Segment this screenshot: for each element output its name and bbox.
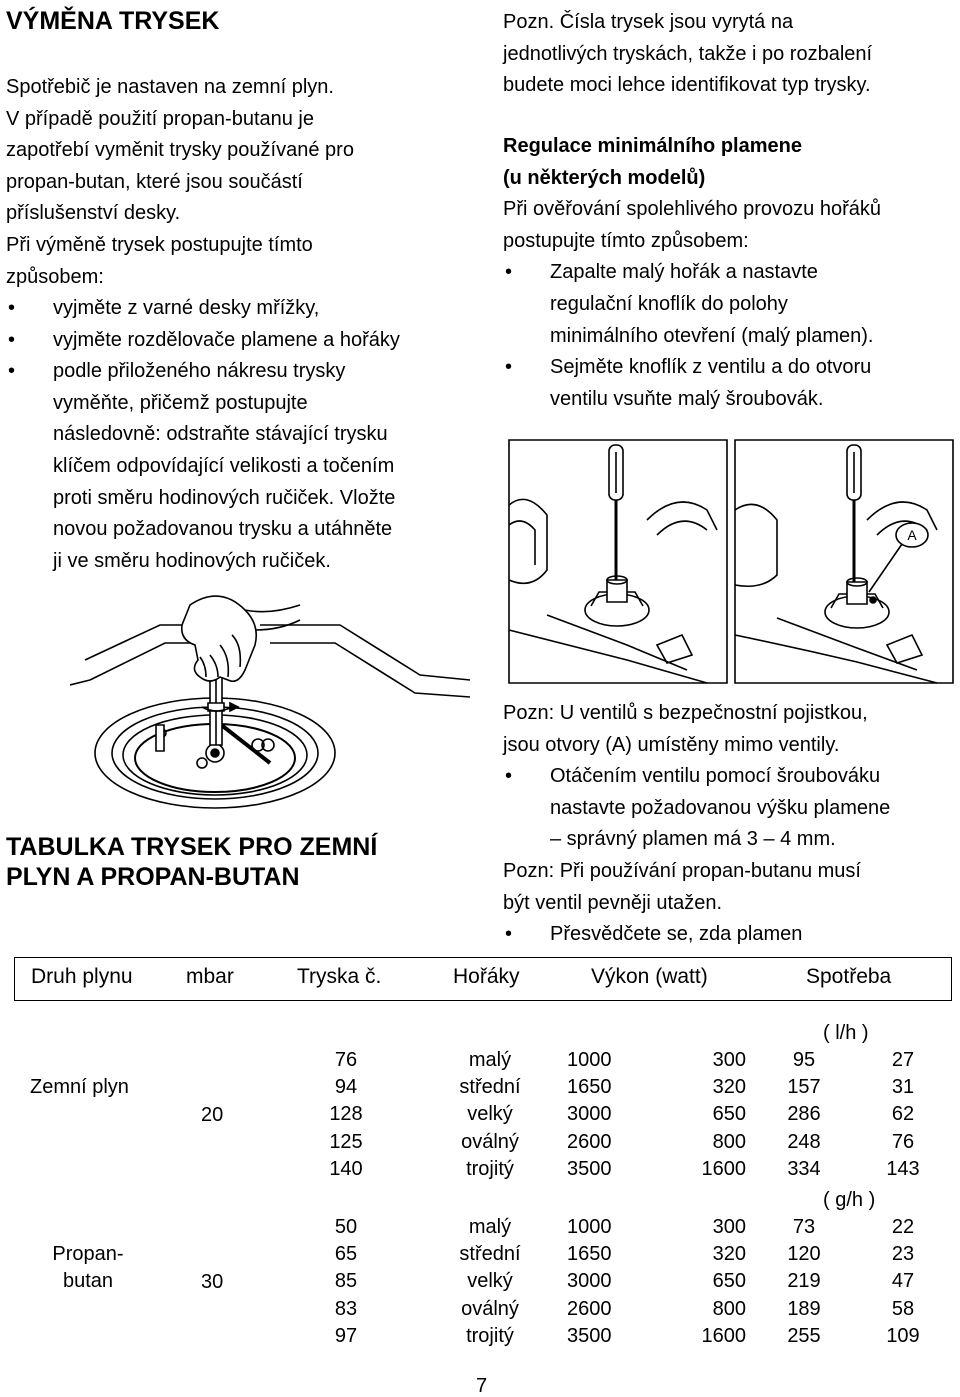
table-cell: 320 <box>712 1076 746 1099</box>
intro-line: příslušenství desky. <box>6 202 181 225</box>
power-min-natural <box>680 1047 746 1183</box>
table-cell: 1600 <box>701 1157 746 1180</box>
table-cell: 23 <box>891 1243 915 1266</box>
list-line: vyjměte rozdělovače plamene a hořáky <box>53 328 400 351</box>
table-cell: trojitý <box>466 1324 514 1347</box>
table-cell: 219 <box>787 1270 821 1293</box>
note-line: Pozn. Čísla trysek jsou vyrytá na <box>503 11 794 33</box>
table-cell: 83 <box>334 1297 358 1320</box>
list-line: následovně: odstraňte stávající trysku <box>53 423 388 446</box>
list-line: vyjměte z varné desky mřížky, <box>53 297 320 319</box>
table-cell: 1600 <box>701 1324 746 1347</box>
table-cell: oválný <box>461 1297 519 1320</box>
table-cell: 189 <box>787 1297 821 1320</box>
table-header-rule <box>14 957 952 958</box>
list-line: minimálního otevření (malý plamen). <box>550 324 874 347</box>
table-cell: 248 <box>787 1130 821 1153</box>
table-cell: 47 <box>891 1270 915 1293</box>
table-cell: 73 <box>792 1216 816 1238</box>
table-cell: 76 <box>334 1049 358 1071</box>
regulation-heading: Regulace minimálního plamene <box>503 135 802 157</box>
cons-max-propane <box>778 1214 830 1350</box>
unit-propane: ( g/h ) <box>823 1189 876 1211</box>
list-line: Přesvědčete se, zda plamen <box>550 923 803 946</box>
intro-line: Při výměně trysek postupujte tímto <box>6 233 313 256</box>
list-item <box>503 257 958 352</box>
bullet-icon: • <box>8 360 16 383</box>
nozzle-replacement-illustration <box>70 585 470 825</box>
table-cell: 143 <box>886 1157 920 1180</box>
regulation-subheading: (u některých modelů) <box>503 166 706 189</box>
cons-max-natural <box>778 1047 830 1183</box>
table-cell: 1650 <box>567 1243 612 1266</box>
bullet-icon: • <box>8 328 16 351</box>
note-line: být ventil pevněji utažen. <box>503 891 723 914</box>
regulation-line: postupujte tímto způsobem: <box>503 229 749 252</box>
table-cell: 650 <box>712 1103 746 1126</box>
table-cell: 1000 <box>567 1049 612 1071</box>
list-line: – správný plamen má 3 – 4 mm. <box>550 828 836 851</box>
table-cell: oválný <box>461 1130 519 1153</box>
table-cell: 85 <box>334 1270 358 1293</box>
table-title-line: PLYN A PROPAN-BUTAN <box>6 863 300 891</box>
note-nozzle-numbers <box>503 7 953 102</box>
power-max-natural <box>567 1047 612 1183</box>
table-cell: střední <box>459 1076 521 1099</box>
regulation-line: Při ověřování spolehlivého provozu hořáků <box>503 198 881 221</box>
bullet-icon: • <box>505 261 513 284</box>
note-line: Pozn: Při používání propan-butanu musí <box>503 859 861 882</box>
table-cell: malý <box>468 1049 512 1071</box>
table-cell: 76 <box>891 1130 915 1153</box>
table-cell: 65 <box>334 1243 358 1266</box>
table-cell: 1000 <box>567 1216 612 1238</box>
list-item <box>503 761 958 856</box>
table-cell: Propan- <box>52 1243 124 1265</box>
list-item <box>6 293 476 325</box>
burners-propane <box>440 1214 540 1350</box>
table-title <box>6 832 377 892</box>
valve-notes <box>503 698 958 951</box>
page-number: 7 <box>476 1375 488 1397</box>
table-cell: 95 <box>792 1049 816 1071</box>
steps-list <box>6 293 476 577</box>
table-cell: 3500 <box>567 1324 612 1347</box>
table-cell: 97 <box>334 1324 358 1347</box>
intro-text <box>6 72 456 293</box>
table-cell: 334 <box>787 1157 821 1180</box>
table-cell: trojitý <box>466 1157 514 1180</box>
table-cell: 2600 <box>567 1297 612 1320</box>
table-header-rule <box>14 957 15 1000</box>
list-line: klíčem odpovídající velikosti a točením <box>53 454 395 477</box>
note-line: jednotlivých tryskách, takže i po rozbalení <box>503 42 873 65</box>
table-cell: 650 <box>712 1270 746 1293</box>
table-cell: 27 <box>891 1049 915 1071</box>
list-line: podle přiloženého nákresu trysky <box>53 360 346 383</box>
table-cell: 94 <box>334 1076 358 1099</box>
table-title-line: TABULKA TRYSEK PRO ZEMNÍ <box>6 833 378 861</box>
bullet-icon: • <box>8 297 16 319</box>
table-cell: 3500 <box>567 1157 612 1180</box>
intro-line: Spotřebič je nastaven na zemní plyn. <box>6 76 334 98</box>
power-min-propane <box>680 1214 746 1350</box>
table-cell: 31 <box>891 1076 915 1099</box>
table-cell: 800 <box>712 1130 746 1153</box>
table-cell: 800 <box>712 1297 746 1320</box>
bullet-icon: • <box>505 923 513 946</box>
intro-line: V případě použití propan-butanu je <box>6 107 314 130</box>
table-cell: 157 <box>787 1076 821 1099</box>
table-cell: 2600 <box>567 1130 612 1153</box>
table-cell: 62 <box>891 1103 915 1126</box>
mbar-propane: 30 <box>201 1271 224 1293</box>
table-cell: 22 <box>891 1216 915 1238</box>
regulation-section <box>503 131 958 415</box>
list-line: vyměňte, přičemž postupujte <box>53 391 308 414</box>
table-cell: 50 <box>334 1216 358 1238</box>
table-cell: 120 <box>787 1243 821 1266</box>
gas-name-propane <box>36 1241 140 1295</box>
table-cell: malý <box>468 1216 512 1238</box>
figure-label-a: A <box>907 527 917 543</box>
nozzles-propane <box>310 1214 382 1350</box>
list-line: novou požadovanou trysku a utáhněte <box>53 518 393 541</box>
table-cell: butan <box>62 1270 114 1293</box>
table-cell: 320 <box>712 1243 746 1266</box>
list-line: proti směru hodinových ručiček. Vložte <box>53 486 396 509</box>
bullet-icon: • <box>505 356 513 379</box>
cons-min-propane <box>876 1214 930 1350</box>
power-max-propane <box>567 1214 612 1350</box>
intro-line: způsobem: <box>6 265 104 288</box>
col-header-consumption: Spotřeba <box>806 965 892 988</box>
cons-min-natural <box>876 1047 930 1183</box>
list-line: ventilu vsuňte malý šroubovák. <box>550 387 824 410</box>
col-header-mbar: mbar <box>186 965 234 988</box>
note-line: Pozn: U ventilů s bezpečnostní pojistkou, <box>503 702 868 724</box>
table-cell: 300 <box>712 1216 746 1238</box>
col-header-power: Výkon (watt) <box>591 965 708 988</box>
table-header-rule <box>951 957 952 1000</box>
table-cell: 300 <box>712 1049 746 1071</box>
table-cell: 109 <box>886 1324 920 1347</box>
col-header-nozzle: Tryska č. <box>297 965 382 988</box>
table-header-rule <box>14 1000 952 1001</box>
list-line: Zapalte malý hořák a nastavte <box>550 261 818 284</box>
col-header-gas-type: Druh plynu <box>31 965 133 988</box>
table-cell: velký <box>467 1270 513 1293</box>
section-title: VÝMĚNA TRYSEK <box>6 7 220 35</box>
list-line: ji ve směru hodinových ručiček. <box>53 549 331 572</box>
table-cell: střední <box>459 1243 521 1266</box>
table-cell: 125 <box>329 1130 363 1153</box>
table-cell: 128 <box>329 1103 363 1126</box>
table-cell: 255 <box>787 1324 821 1347</box>
note-line: jsou otvory (A) umístěny mimo ventily. <box>503 733 840 756</box>
gas-name-natural: Zemní plyn <box>30 1076 129 1098</box>
list-line: nastavte požadovanou výšku plamene <box>550 796 891 819</box>
nozzles-natural <box>310 1047 382 1183</box>
burners-natural <box>440 1047 540 1183</box>
list-item <box>6 325 476 357</box>
unit-natural: ( l/h ) <box>823 1022 869 1044</box>
table-cell: 58 <box>891 1297 915 1320</box>
list-line: Sejměte knoflík z ventilu a do otvoru <box>550 356 872 379</box>
list-line: regulační knoflík do polohy <box>550 292 788 315</box>
table-cell: 1650 <box>567 1076 612 1099</box>
table-cell: 3000 <box>567 1103 612 1126</box>
col-header-burners: Hořáky <box>453 965 520 988</box>
table-cell: velký <box>467 1103 513 1126</box>
list-item <box>503 919 958 951</box>
mbar-natural: 20 <box>201 1104 224 1126</box>
valve-adjustment-illustration <box>507 430 957 685</box>
table-cell: 3000 <box>567 1270 612 1293</box>
intro-line: zapotřebí vyměnit trysky používané pro <box>6 139 354 162</box>
table-cell: 140 <box>329 1157 363 1180</box>
list-item <box>6 356 476 577</box>
list-item <box>503 352 958 415</box>
intro-line: propan-butan, které jsou součástí <box>6 170 303 193</box>
table-cell: 286 <box>787 1103 821 1126</box>
bullet-icon: • <box>505 765 513 788</box>
list-line: Otáčením ventilu pomocí šroubováku <box>550 765 881 788</box>
note-line: budete moci lehce identifikovat typ trysky. <box>503 74 871 97</box>
